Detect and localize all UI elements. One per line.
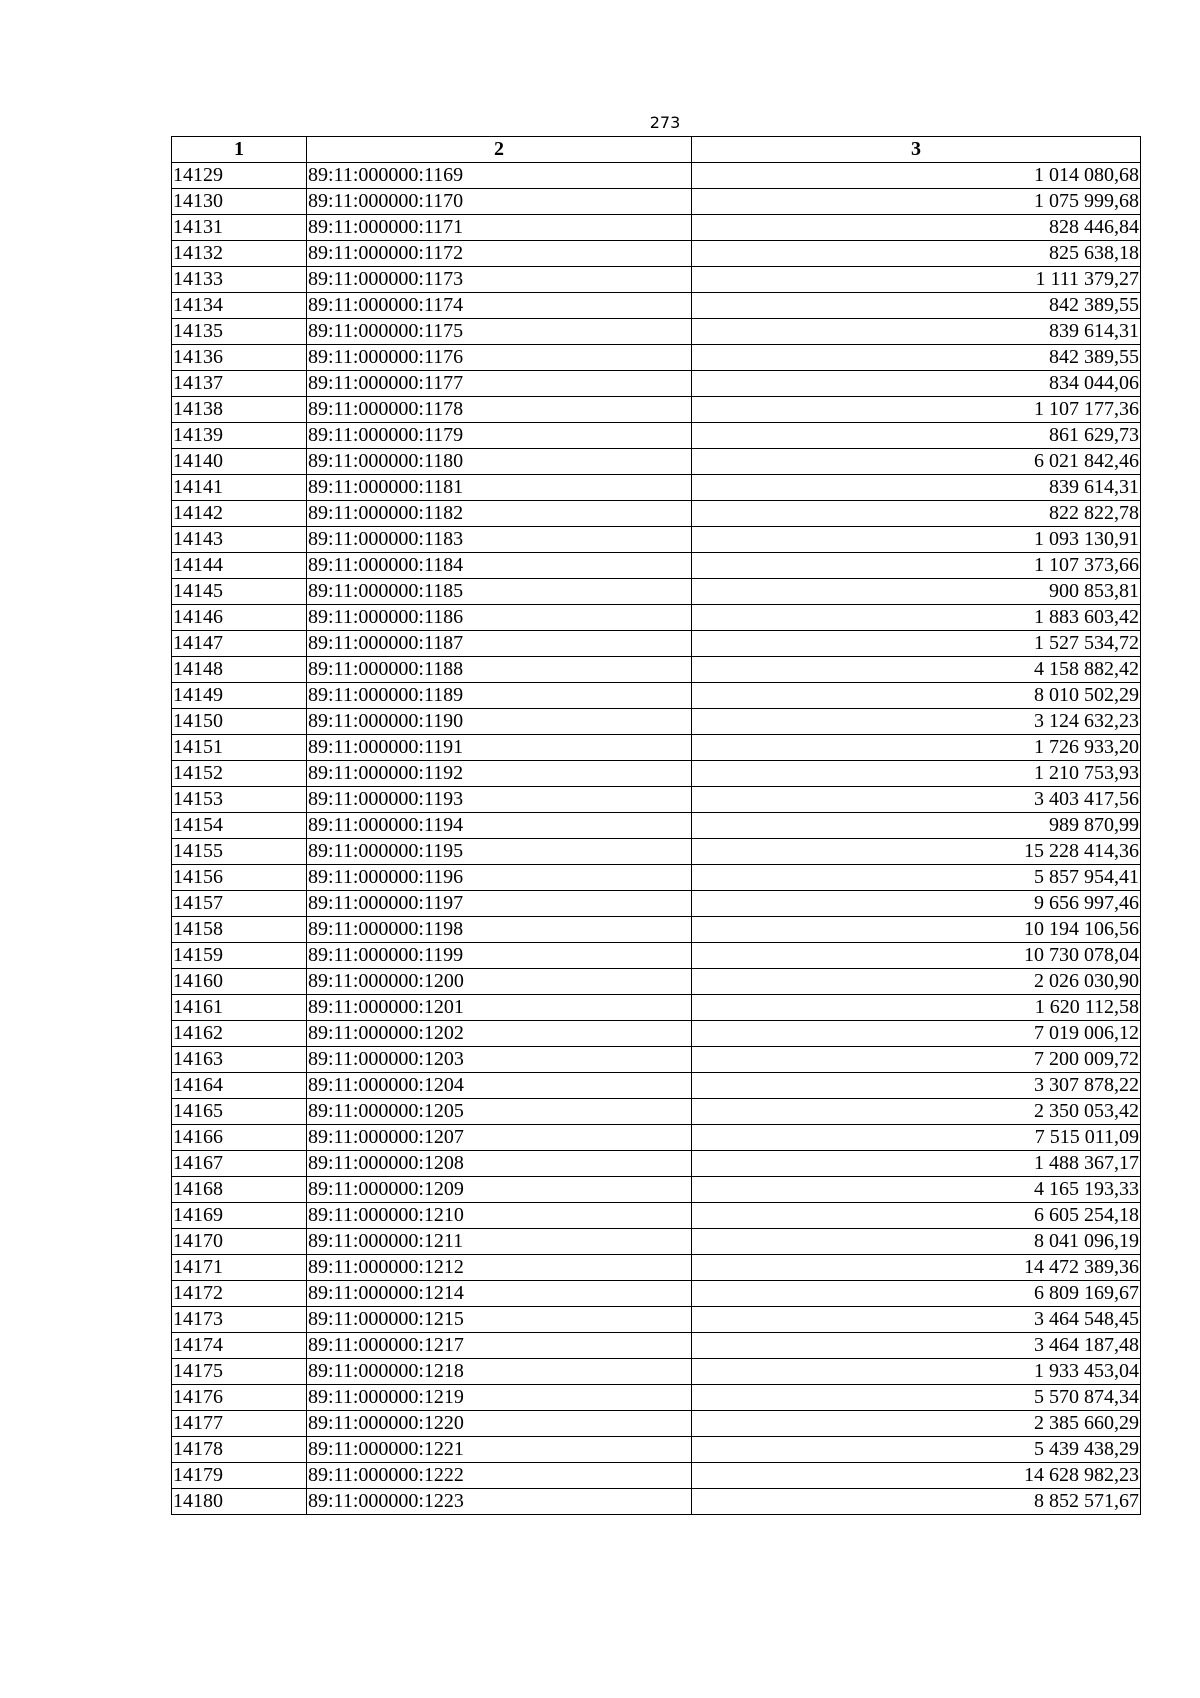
cadastral-number-cell: 89:11:000000:1174: [307, 293, 692, 319]
value-cell: 3 464 548,45: [692, 1307, 1141, 1333]
cadastral-number-cell: 89:11:000000:1201: [307, 995, 692, 1021]
cadastral-number-cell: 89:11:000000:1176: [307, 345, 692, 371]
table-row: [172, 631, 1141, 657]
cadastral-number-cell: 89:11:000000:1191: [307, 735, 692, 761]
value-cell: 8 041 096,19: [692, 1229, 1141, 1255]
table-row: [172, 1099, 1141, 1125]
value-cell: 1 210 753,93: [692, 761, 1141, 787]
table-row: [172, 397, 1141, 423]
cadastral-number-cell: 89:11:000000:1178: [307, 397, 692, 423]
table-row: [172, 371, 1141, 397]
value-cell: 3 307 878,22: [692, 1073, 1141, 1099]
table-header-row: [172, 137, 1141, 163]
cadastral-number-cell: 89:11:000000:1175: [307, 319, 692, 345]
value-cell: 6 809 169,67: [692, 1281, 1141, 1307]
table-row: [172, 293, 1141, 319]
value-cell: 6 605 254,18: [692, 1203, 1141, 1229]
cadastral-number-cell: 89:11:000000:1219: [307, 1385, 692, 1411]
cadastral-number-cell: 89:11:000000:1204: [307, 1073, 692, 1099]
cadastral-number-cell: 89:11:000000:1209: [307, 1177, 692, 1203]
row-number-cell: 14177: [172, 1411, 307, 1437]
row-number-cell: 14147: [172, 631, 307, 657]
cadastral-number-cell: 89:11:000000:1192: [307, 761, 692, 787]
table-row: [172, 215, 1141, 241]
table-row: [172, 865, 1141, 891]
value-cell: 10 730 078,04: [692, 943, 1141, 969]
table-row: [172, 1021, 1141, 1047]
table-row: [172, 813, 1141, 839]
table-row: [172, 1489, 1141, 1515]
row-number-cell: 14138: [172, 397, 307, 423]
cadastral-number-cell: 89:11:000000:1172: [307, 241, 692, 267]
value-cell: 828 446,84: [692, 215, 1141, 241]
column-header-3: 3: [692, 137, 1141, 163]
row-number-cell: 14151: [172, 735, 307, 761]
row-number-cell: 14161: [172, 995, 307, 1021]
value-cell: 834 044,06: [692, 371, 1141, 397]
value-cell: 10 194 106,56: [692, 917, 1141, 943]
row-number-cell: 14169: [172, 1203, 307, 1229]
value-cell: 5 439 438,29: [692, 1437, 1141, 1463]
row-number-cell: 14144: [172, 553, 307, 579]
row-number-cell: 14153: [172, 787, 307, 813]
table-row: [172, 1151, 1141, 1177]
table-row: [172, 1333, 1141, 1359]
row-number-cell: 14134: [172, 293, 307, 319]
value-cell: 861 629,73: [692, 423, 1141, 449]
row-number-cell: 14143: [172, 527, 307, 553]
table-row: [172, 1229, 1141, 1255]
cadastral-number-cell: 89:11:000000:1199: [307, 943, 692, 969]
cadastral-number-cell: 89:11:000000:1194: [307, 813, 692, 839]
row-number-cell: 14168: [172, 1177, 307, 1203]
row-number-cell: 14164: [172, 1073, 307, 1099]
row-number-cell: 14172: [172, 1281, 307, 1307]
value-cell: 1 488 367,17: [692, 1151, 1141, 1177]
row-number-cell: 14174: [172, 1333, 307, 1359]
cadastral-number-cell: 89:11:000000:1186: [307, 605, 692, 631]
cadastral-number-cell: 89:11:000000:1182: [307, 501, 692, 527]
row-number-cell: 14132: [172, 241, 307, 267]
table-row: [172, 1411, 1141, 1437]
cadastral-number-cell: 89:11:000000:1190: [307, 709, 692, 735]
table-row: [172, 267, 1141, 293]
value-cell: 4 158 882,42: [692, 657, 1141, 683]
table-row: [172, 449, 1141, 475]
value-cell: 822 822,78: [692, 501, 1141, 527]
value-cell: 900 853,81: [692, 579, 1141, 605]
value-cell: 2 350 053,42: [692, 1099, 1141, 1125]
table-row: [172, 761, 1141, 787]
table-row: [172, 527, 1141, 553]
cadastral-number-cell: 89:11:000000:1181: [307, 475, 692, 501]
value-cell: 9 656 997,46: [692, 891, 1141, 917]
row-number-cell: 14180: [172, 1489, 307, 1515]
cadastral-number-cell: 89:11:000000:1214: [307, 1281, 692, 1307]
value-cell: 1 014 080,68: [692, 163, 1141, 189]
table-row: [172, 787, 1141, 813]
table-row: [172, 943, 1141, 969]
row-number-cell: 14176: [172, 1385, 307, 1411]
cadastral-number-cell: 89:11:000000:1195: [307, 839, 692, 865]
table-row: [172, 1177, 1141, 1203]
table-row: [172, 501, 1141, 527]
cadastral-number-cell: 89:11:000000:1170: [307, 189, 692, 215]
value-cell: 4 165 193,33: [692, 1177, 1141, 1203]
value-cell: 8 852 571,67: [692, 1489, 1141, 1515]
value-cell: 839 614,31: [692, 319, 1141, 345]
cadastral-number-cell: 89:11:000000:1211: [307, 1229, 692, 1255]
table-row: [172, 995, 1141, 1021]
value-cell: 825 638,18: [692, 241, 1141, 267]
row-number-cell: 14163: [172, 1047, 307, 1073]
row-number-cell: 14149: [172, 683, 307, 709]
value-cell: 6 021 842,46: [692, 449, 1141, 475]
row-number-cell: 14158: [172, 917, 307, 943]
value-cell: 5 857 954,41: [692, 865, 1141, 891]
cadastral-number-cell: 89:11:000000:1200: [307, 969, 692, 995]
value-cell: 14 472 389,36: [692, 1255, 1141, 1281]
cadastral-number-cell: 89:11:000000:1193: [307, 787, 692, 813]
row-number-cell: 14139: [172, 423, 307, 449]
cadastral-number-cell: 89:11:000000:1197: [307, 891, 692, 917]
cadastral-number-cell: 89:11:000000:1169: [307, 163, 692, 189]
value-cell: 1 726 933,20: [692, 735, 1141, 761]
cadastral-number-cell: 89:11:000000:1173: [307, 267, 692, 293]
table-row: [172, 423, 1141, 449]
row-number-cell: 14142: [172, 501, 307, 527]
table-row: [172, 735, 1141, 761]
table-row: [172, 1125, 1141, 1151]
value-cell: 839 614,31: [692, 475, 1141, 501]
table-row: [172, 605, 1141, 631]
table-row: [172, 1203, 1141, 1229]
row-number-cell: 14152: [172, 761, 307, 787]
cadastral-number-cell: 89:11:000000:1185: [307, 579, 692, 605]
value-cell: 842 389,55: [692, 345, 1141, 371]
cadastral-number-cell: 89:11:000000:1187: [307, 631, 692, 657]
cadastral-number-cell: 89:11:000000:1215: [307, 1307, 692, 1333]
row-number-cell: 14133: [172, 267, 307, 293]
cadastral-number-cell: 89:11:000000:1203: [307, 1047, 692, 1073]
table-row: [172, 683, 1141, 709]
table-row: [172, 839, 1141, 865]
cadastral-number-cell: 89:11:000000:1183: [307, 527, 692, 553]
cadastral-number-cell: 89:11:000000:1188: [307, 657, 692, 683]
row-number-cell: 14130: [172, 189, 307, 215]
column-header-1: 1: [172, 137, 307, 163]
row-number-cell: 14137: [172, 371, 307, 397]
cadastral-number-cell: 89:11:000000:1196: [307, 865, 692, 891]
table-row: [172, 163, 1141, 189]
cadastral-number-cell: 89:11:000000:1222: [307, 1463, 692, 1489]
row-number-cell: 14140: [172, 449, 307, 475]
row-number-cell: 14175: [172, 1359, 307, 1385]
value-cell: 1 107 177,36: [692, 397, 1141, 423]
table-body: [172, 163, 1141, 1515]
row-number-cell: 14135: [172, 319, 307, 345]
row-number-cell: 14136: [172, 345, 307, 371]
value-cell: 842 389,55: [692, 293, 1141, 319]
value-cell: 2 026 030,90: [692, 969, 1141, 995]
value-cell: 14 628 982,23: [692, 1463, 1141, 1489]
cadastral-number-cell: 89:11:000000:1184: [307, 553, 692, 579]
value-cell: 1 093 130,91: [692, 527, 1141, 553]
value-cell: 7 019 006,12: [692, 1021, 1141, 1047]
cadastral-number-cell: 89:11:000000:1212: [307, 1255, 692, 1281]
cadastral-number-cell: 89:11:000000:1198: [307, 917, 692, 943]
row-number-cell: 14173: [172, 1307, 307, 1333]
row-number-cell: 14178: [172, 1437, 307, 1463]
table-row: [172, 891, 1141, 917]
value-cell: 3 464 187,48: [692, 1333, 1141, 1359]
row-number-cell: 14179: [172, 1463, 307, 1489]
value-cell: 1 527 534,72: [692, 631, 1141, 657]
value-cell: 1 111 379,27: [692, 267, 1141, 293]
row-number-cell: 14171: [172, 1255, 307, 1281]
value-cell: 15 228 414,36: [692, 839, 1141, 865]
row-number-cell: 14162: [172, 1021, 307, 1047]
row-number-cell: 14160: [172, 969, 307, 995]
row-number-cell: 14145: [172, 579, 307, 605]
value-cell: 7 200 009,72: [692, 1047, 1141, 1073]
table-row: [172, 1047, 1141, 1073]
table-row: [172, 241, 1141, 267]
value-cell: 1 620 112,58: [692, 995, 1141, 1021]
cadastral-number-cell: 89:11:000000:1223: [307, 1489, 692, 1515]
row-number-cell: 14150: [172, 709, 307, 735]
row-number-cell: 14129: [172, 163, 307, 189]
data-table: [171, 136, 1141, 1515]
value-cell: 8 010 502,29: [692, 683, 1141, 709]
row-number-cell: 14154: [172, 813, 307, 839]
row-number-cell: 14146: [172, 605, 307, 631]
cadastral-number-cell: 89:11:000000:1208: [307, 1151, 692, 1177]
value-cell: 1 933 453,04: [692, 1359, 1141, 1385]
cadastral-number-cell: 89:11:000000:1207: [307, 1125, 692, 1151]
cadastral-number-cell: 89:11:000000:1189: [307, 683, 692, 709]
value-cell: 1 075 999,68: [692, 189, 1141, 215]
table-row: [172, 475, 1141, 501]
table-row: [172, 553, 1141, 579]
value-cell: 3 403 417,56: [692, 787, 1141, 813]
table-row: [172, 1073, 1141, 1099]
table-row: [172, 709, 1141, 735]
row-number-cell: 14167: [172, 1151, 307, 1177]
cadastral-number-cell: 89:11:000000:1177: [307, 371, 692, 397]
row-number-cell: 14148: [172, 657, 307, 683]
row-number-cell: 14157: [172, 891, 307, 917]
table-row: [172, 657, 1141, 683]
column-header-2: 2: [307, 137, 692, 163]
value-cell: 1 883 603,42: [692, 605, 1141, 631]
table-row: [172, 319, 1141, 345]
cadastral-number-cell: 89:11:000000:1205: [307, 1099, 692, 1125]
cadastral-number-cell: 89:11:000000:1221: [307, 1437, 692, 1463]
cadastral-number-cell: 89:11:000000:1171: [307, 215, 692, 241]
table-row: [172, 1385, 1141, 1411]
row-number-cell: 14131: [172, 215, 307, 241]
cadastral-number-cell: 89:11:000000:1202: [307, 1021, 692, 1047]
row-number-cell: 14141: [172, 475, 307, 501]
table-row: [172, 1437, 1141, 1463]
table-row: [172, 1281, 1141, 1307]
value-cell: 2 385 660,29: [692, 1411, 1141, 1437]
table-row: [172, 969, 1141, 995]
value-cell: 1 107 373,66: [692, 553, 1141, 579]
cadastral-number-cell: 89:11:000000:1210: [307, 1203, 692, 1229]
value-cell: 3 124 632,23: [692, 709, 1141, 735]
value-cell: 5 570 874,34: [692, 1385, 1141, 1411]
table-row: [172, 1255, 1141, 1281]
row-number-cell: 14156: [172, 865, 307, 891]
table-row: [172, 917, 1141, 943]
cadastral-number-cell: 89:11:000000:1218: [307, 1359, 692, 1385]
value-cell: 989 870,99: [692, 813, 1141, 839]
cadastral-number-cell: 89:11:000000:1217: [307, 1333, 692, 1359]
table-row: [172, 1463, 1141, 1489]
table-row: [172, 579, 1141, 605]
row-number-cell: 14166: [172, 1125, 307, 1151]
cadastral-number-cell: 89:11:000000:1180: [307, 449, 692, 475]
value-cell: 7 515 011,09: [692, 1125, 1141, 1151]
row-number-cell: 14170: [172, 1229, 307, 1255]
cadastral-number-cell: 89:11:000000:1220: [307, 1411, 692, 1437]
row-number-cell: 14155: [172, 839, 307, 865]
table-row: [172, 345, 1141, 371]
cadastral-number-cell: 89:11:000000:1179: [307, 423, 692, 449]
table-row: [172, 1359, 1141, 1385]
row-number-cell: 14159: [172, 943, 307, 969]
table-row: [172, 1307, 1141, 1333]
row-number-cell: 14165: [172, 1099, 307, 1125]
page-number: 273: [649, 113, 681, 132]
table-row: [172, 189, 1141, 215]
